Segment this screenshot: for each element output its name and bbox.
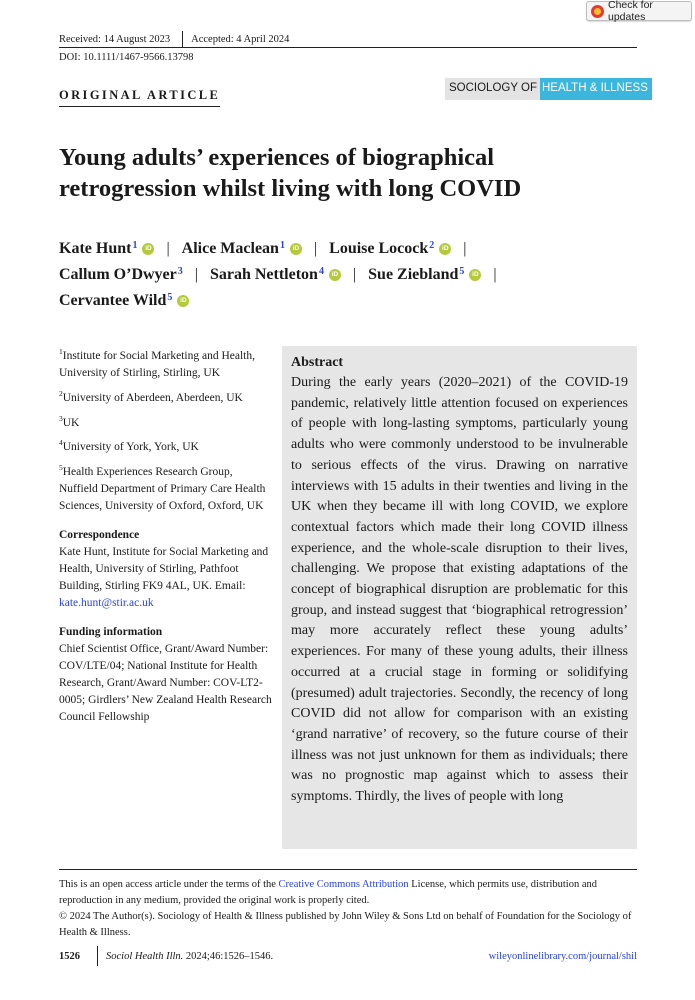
affiliation-text: Institute for Social Marketing and Health, University of Stirling, Stirling, UK — [59, 349, 256, 379]
affiliation — [59, 434, 274, 456]
license-note — [59, 877, 637, 908]
license-text-before: This is an open access article under the terms of the — [59, 879, 279, 890]
affiliation-mark: 5 — [59, 463, 63, 473]
funding-heading: Funding information — [59, 626, 163, 639]
footer-separator — [97, 946, 98, 966]
crossmark-icon — [591, 5, 604, 18]
license-link[interactable]: Creative Commons Attribution — [278, 879, 409, 890]
author-affiliation-mark: 1 — [279, 240, 285, 251]
author[interactable] — [59, 236, 154, 262]
header-rule — [59, 47, 637, 48]
orcid-icon[interactable]: iD — [290, 243, 302, 255]
affiliation — [59, 459, 274, 515]
author-affiliation-mark: 4 — [318, 266, 324, 277]
affiliation-text: Health Experiences Research Group, Nuffield Department of Primary Care Health Sciences, University of Oxford, Oxford, UK — [59, 466, 266, 513]
abstract-heading: Abstract — [291, 355, 344, 370]
affiliation — [59, 385, 274, 407]
orcid-icon[interactable]: iD — [469, 269, 481, 281]
check-for-updates-label: Check for updates — [608, 0, 653, 23]
affiliation-mark: 3 — [59, 413, 63, 423]
journal-logo-part-a: SOCIOLOGY OF — [445, 78, 540, 100]
affiliation — [59, 343, 274, 382]
author-name: Cervantee Wild — [59, 292, 167, 309]
orcid-icon[interactable]: iD — [439, 243, 451, 255]
author-separator: | — [194, 266, 198, 283]
author-name: Sarah Nettleton — [209, 266, 318, 283]
author-name: Sue Ziebland — [368, 266, 459, 283]
date-separator — [182, 31, 183, 47]
author-separator: | — [313, 240, 318, 257]
author-affiliation-mark: 3 — [177, 266, 183, 277]
author[interactable] — [59, 262, 183, 288]
title-line: retrogression whilst living with long COVID — [59, 175, 522, 202]
title-line: Young adults’ experiences of biographical — [59, 144, 495, 171]
affiliation-text: University of York, York, UK — [62, 441, 199, 454]
affiliation-text: University of Aberdeen, Aberdeen, UK — [62, 391, 243, 404]
affiliation — [59, 410, 274, 432]
author-affiliation-mark: 5 — [167, 292, 173, 303]
author-name: Callum O’Dwyer — [59, 266, 177, 283]
affiliation-mark: 4 — [59, 438, 63, 448]
accepted-date: Accepted: 4 April 2024 — [191, 33, 290, 45]
citation — [106, 951, 489, 962]
correspondence-heading: Correspondence — [59, 529, 140, 542]
article-type: ORIGINAL ARTICLE — [59, 88, 220, 107]
email-label: Email: — [214, 580, 246, 593]
funding-text: Chief Scientist Office, Grant/Award Number: COV/LTE/04; National Institute for Health Research, Grant/Award Number: COV-LT2-0005; Girdlers’ New Zealand Health Research Council Fellowship — [59, 643, 272, 724]
author-line — [59, 288, 659, 314]
journal-website-link[interactable]: wileyonlinelibrary.com/journal/shil — [488, 950, 637, 962]
author-affiliation-mark: 1 — [132, 240, 138, 251]
author-separator: | — [463, 240, 467, 257]
author-separator: | — [166, 240, 170, 257]
affiliation-mark: 2 — [59, 388, 63, 398]
orcid-icon[interactable]: iD — [177, 295, 189, 307]
author[interactable] — [329, 236, 451, 262]
author[interactable] — [182, 236, 302, 262]
author-name: Alice Maclean — [181, 240, 279, 257]
affiliations-column — [59, 343, 274, 726]
author-list — [59, 236, 659, 314]
journal-logo — [445, 78, 652, 100]
article-dates — [59, 31, 289, 47]
author-name: Kate Hunt — [59, 240, 132, 257]
page-number: 1526 — [59, 950, 80, 962]
author-line — [59, 236, 659, 262]
check-for-updates-button[interactable] — [586, 1, 692, 21]
author-affiliation-mark: 2 — [429, 240, 435, 251]
author-separator: | — [352, 266, 357, 283]
page-footer — [59, 945, 637, 967]
author[interactable] — [210, 262, 341, 288]
license-text-after: License, which permits use, distribution and reproduction in any medium, provided the original work is properly cited. — [59, 879, 598, 906]
abstract-text: During the early years (2020–2021) of the COVID-19 pandemic, relatively little attention focused on experiences of people with long-lasting symptoms, particularly young adults who were commonly understood to be invulnerable to serious effects of the virus. Drawing on narrative interviews with 15 adults in their twenties and living in the UK when they became ill with long COVID, we explore contextual factors which made their long COVID illness experience, and the whole-scale disruption to their lives, challenging. We propose that existing adaptations of the concept of biographical disruption are problematic for this group, and instead suggest that ‘biographical retrogression’ may more accurately reflect these young adults’ experiences. For many of these young adults, their illness occurred at a crucial stage in forming or solidifying (presumed) adult trajectories. Secondly, the recency of long COVID did not allow for comparison with an existing ‘grand narrative’ of recovery, so the future course of their illness was not just unknown for them as individuals; there was no prognostic map against which to assess their symptoms. Thirdly, the lives of people with long — [291, 375, 628, 805]
author-line — [59, 262, 659, 288]
citation-details: 2024;46:1526–1546. — [183, 950, 274, 962]
footer-rule — [59, 869, 637, 870]
article-title — [59, 142, 649, 204]
correspondence-address: Kate Hunt, Institute for Social Marketing and Health, University of Stirling, Pathfoot Building, Stirling FK9 4AL, UK. — [59, 546, 269, 593]
author[interactable] — [368, 262, 481, 288]
journal-abbrev: Sociol Health Illn. — [106, 950, 184, 962]
journal-logo-part-b: HEALTH & ILLNESS — [540, 78, 652, 100]
abstract-box — [282, 346, 637, 849]
copyright-note: © 2024 The Author(s). Sociology of Health & Illness published by John Wiley & Sons Ltd on behalf of Foundation for the Sociology of Health & Illness. — [59, 911, 632, 938]
author-affiliation-mark: 5 — [459, 266, 465, 277]
doi: DOI: 10.1111/1467-9566.13798 — [59, 52, 194, 63]
author-separator: | — [493, 266, 497, 283]
orcid-icon[interactable]: iD — [329, 269, 341, 281]
affiliation-mark: 1 — [59, 347, 63, 356]
affiliation-text: UK — [62, 416, 80, 429]
author[interactable] — [59, 288, 189, 314]
author-name: Louise Locock — [329, 240, 429, 257]
email-link[interactable]: kate.hunt@stir.ac.uk — [59, 597, 154, 610]
received-date: Received: 14 August 2023 — [59, 33, 171, 45]
orcid-icon[interactable]: iD — [142, 243, 154, 255]
correspondence-text — [59, 544, 274, 612]
